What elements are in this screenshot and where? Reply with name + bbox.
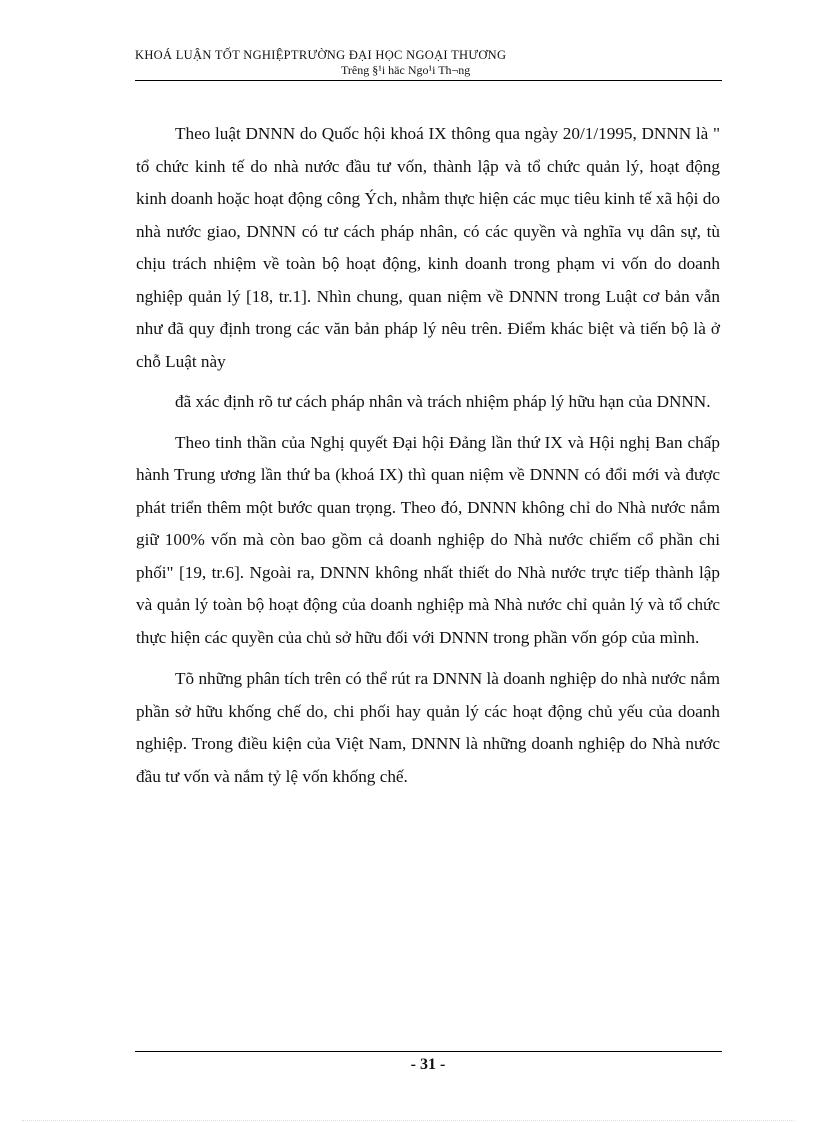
paragraph-1: Theo luật DNNN do Quốc hội khoá IX thông qua ngày 20/1/1995, DNNN là " tổ chức kinh tế do nhà nước đầu tư vốn, thành lập và tổ chức quản lý, hoạt động kinh doanh hoặc hoạt động công Ých, nhằm thực hiện các mục tiêu kinh tế xã hội do nhà nước giao, DNNN có tư cách pháp nhân, có các quyền và nghĩa vụ dân sự, tù chịu trách nhiệm về toàn bộ hoạt động, kinh doanh trong phạm vi vốn do doanh nghiệp quản lý [18, tr.1]. Nhìn chung, quan niệm về DNNN trong Luật cơ bản vẫn như đã quy định trong các văn bản pháp lý nêu trên. Điểm khác biệt và tiến bộ là ở chỗ Luật này — [136, 124, 720, 371]
page-number: - 31 - — [410, 1056, 446, 1073]
page-header — [135, 47, 722, 77]
footer-divider — [135, 1051, 722, 1052]
header-title: KHOÁ LUẬN TỐT NGHIỆPTRƯỜNG ĐẠI HỌC NGOẠI THƯƠNG — [135, 48, 507, 62]
paragraph-3: Theo tinh thần của Nghị quyết Đại hội Đảng lần thứ IX và Hội nghị Ban chấp hành Trung ương lần thứ ba (khoá IX) thì quan niệm về DNNN có đổi mới và được phát triển thêm một bước quan trọng. Theo đó, DNNN không chỉ do Nhà nước nắm giữ 100% vốn mà còn bao gồm cả doanh nghiệp do Nhà nước chiếm cổ phần chi phối" [19, tr.6]. Ngoài ra, DNNN không nhất thiết do Nhà nước trực tiếp thành lập và quản lý toàn bộ hoạt động của doanh nghiệp mà Nhà nước chỉ quản lý và tổ chức thực hiện các quyền của chủ sở hữu đối với DNNN trong phần vốn góp của mình. — [136, 432, 720, 647]
page-bottom-border — [22, 1120, 794, 1121]
paragraph-4: Tõ những phân tích trên có thể rút ra DNNN là doanh nghiệp do nhà nước nắm phần sở hữu khống chế do, chi phối hay quản lý các hoạt động chủ yếu của doanh nghiệp. Trong điều kiện của Việt Nam, DNNN là những doanh nghiệp do Nhà nước đầu tư vốn và nắm tỷ lệ vốn khống chế. — [136, 669, 720, 786]
paragraph-2: đã xác định rõ tư cách pháp nhân và trách nhiệm pháp lý hữu hạn của DNNN. — [175, 392, 711, 411]
header-divider — [135, 80, 722, 81]
header-subtitle: Trêng §¹i häc Ngo¹i Th¬ng — [341, 63, 471, 77]
body-text — [136, 118, 720, 793]
